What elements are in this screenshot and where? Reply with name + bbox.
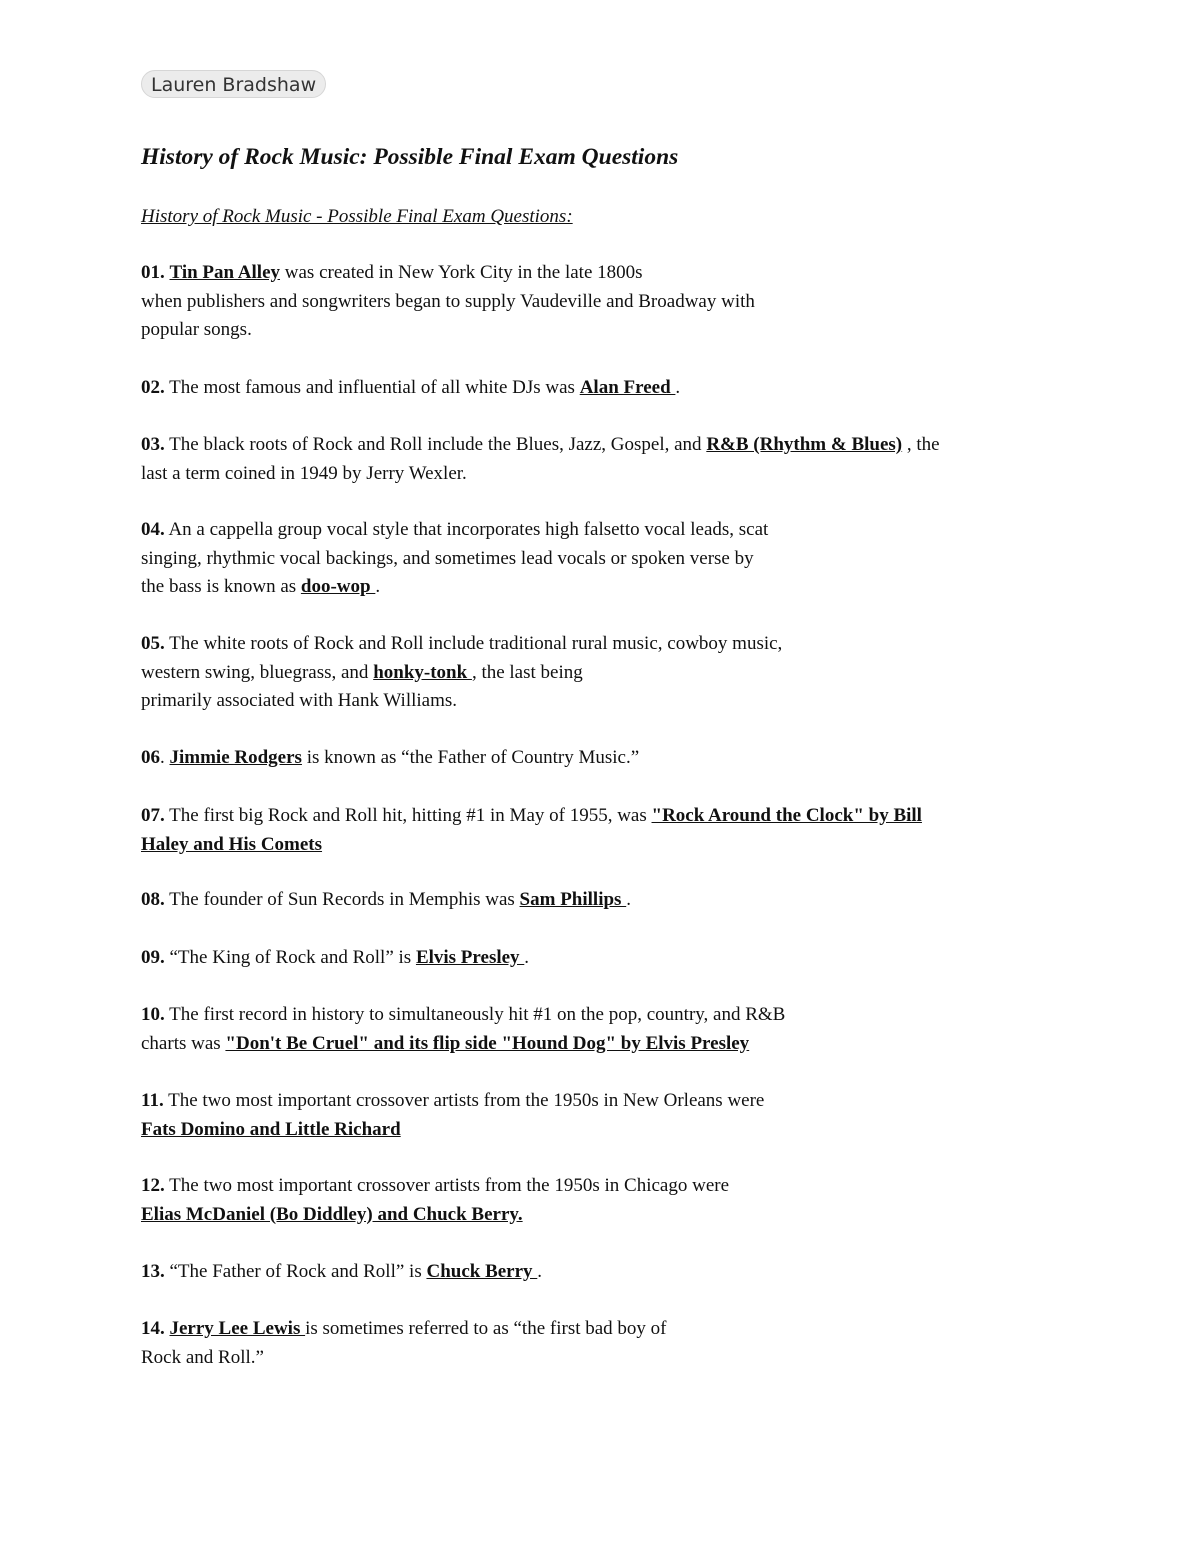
answer: "Rock Around the Clock" by Bill	[651, 805, 922, 826]
question-14	[141, 1315, 667, 1372]
question-number: 02.	[141, 377, 165, 398]
question-number: 13.	[141, 1261, 165, 1282]
question-number: 12.	[141, 1175, 165, 1196]
question-number: 14.	[141, 1318, 165, 1339]
answer: Elias McDaniel (Bo Diddley) and Chuck Berry.	[141, 1203, 523, 1225]
question-02	[141, 374, 680, 403]
question-text: Rock and Roll.”	[141, 1346, 264, 1368]
answer: "Don't Be Cruel" and its flip side "Hound Dog" by Elvis Presley	[225, 1032, 750, 1054]
question-text: singing, rhythmic vocal backings, and sometimes lead vocals or spoken verse by	[141, 547, 754, 569]
question-number: 10.	[141, 1004, 165, 1025]
question-number: 11.	[141, 1090, 164, 1111]
answer: Sam Phillips	[519, 889, 627, 910]
answer: Fats Domino and Little Richard	[141, 1118, 401, 1140]
answer: Chuck Berry	[426, 1261, 538, 1282]
question-13	[141, 1258, 542, 1287]
question-text: “The King of Rock and Roll” is	[164, 947, 416, 968]
question-text: popular songs.	[141, 319, 252, 340]
question-11	[141, 1087, 764, 1144]
answer: honky-tonk	[373, 661, 472, 683]
question-text: The two most important crossover artists from the 1950s in New Orleans were	[163, 1090, 765, 1111]
answer: Jimmie Rodgers	[169, 747, 302, 768]
answer: R&B (Rhythm & Blues)	[706, 434, 903, 455]
answer: Jerry Lee Lewis	[169, 1318, 306, 1339]
question-number: 06	[141, 747, 160, 768]
question-text: .	[160, 747, 170, 768]
question-text: western swing, bluegrass, and	[141, 661, 374, 683]
document-subtitle: History of Rock Music - Possible Final Exam Questions:	[141, 206, 573, 227]
question-text: primarily associated with Hank Williams.	[141, 690, 458, 711]
question-08	[141, 886, 631, 915]
question-text: “The Father of Rock and Roll” is	[164, 1261, 427, 1282]
question-text: The founder of Sun Records in Memphis was	[164, 889, 520, 910]
question-number: 05.	[141, 633, 165, 654]
question-text: An a cappella group vocal style that incorporates high falsetto vocal leads, scat	[164, 519, 769, 540]
question-number: 04.	[141, 519, 165, 540]
question-text: last a term coined in 1949 by Jerry Wexler.	[141, 462, 467, 484]
question-09	[141, 944, 529, 973]
question-text: , the last being	[471, 661, 583, 683]
question-10	[141, 1001, 785, 1058]
answer: Elvis Presley	[415, 947, 525, 968]
question-text: The white roots of Rock and Roll include traditional rural music, cowboy music,	[164, 633, 783, 654]
answer: Tin Pan Alley	[169, 262, 281, 283]
question-number: 01.	[141, 262, 165, 283]
question-03	[141, 431, 940, 488]
question-text: The most famous and influential of all white DJs was	[164, 377, 580, 398]
question-05	[141, 630, 782, 716]
question-12	[141, 1172, 729, 1229]
question-text: is known as “the Father of Country Music.”	[301, 747, 640, 768]
question-number: 03.	[141, 434, 165, 455]
answer: Alan Freed	[579, 377, 676, 398]
question-07	[141, 802, 922, 859]
author-name-badge: Lauren Bradshaw	[141, 70, 326, 98]
answer: doo-wop	[300, 576, 376, 597]
question-text: charts was	[141, 1032, 226, 1054]
question-text: .	[626, 889, 631, 910]
question-text: The first big Rock and Roll hit, hitting #1 in May of 1955, was	[164, 805, 652, 826]
question-number: 08.	[141, 889, 165, 910]
question-text: The black roots of Rock and Roll include the Blues, Jazz, Gospel, and	[164, 434, 707, 455]
question-text: The first record in history to simultaneously hit #1 on the pop, country, and R&B	[164, 1004, 786, 1025]
question-text: the bass is known as	[141, 576, 301, 597]
question-text: .	[524, 947, 530, 968]
question-text: .	[375, 576, 381, 597]
question-text: is sometimes referred to as “the first bad boy of	[305, 1318, 667, 1339]
document-title: History of Rock Music: Possible Final Exam Questions	[141, 144, 679, 170]
question-number: 09.	[141, 947, 165, 968]
question-text: when publishers and songwriters began to supply Vaudeville and Broadway with	[141, 290, 755, 312]
question-text: , the	[902, 434, 940, 455]
question-text: .	[537, 1261, 543, 1282]
answer: Haley and His Comets	[141, 833, 323, 855]
question-01	[141, 259, 755, 345]
question-06	[141, 744, 639, 773]
question-text: was created in New York City in the late 1800s	[280, 262, 643, 283]
question-text: .	[675, 377, 681, 398]
question-number: 07.	[141, 805, 165, 826]
question-text: The two most important crossover artists from the 1950s in Chicago were	[164, 1175, 730, 1196]
question-04	[141, 516, 768, 602]
